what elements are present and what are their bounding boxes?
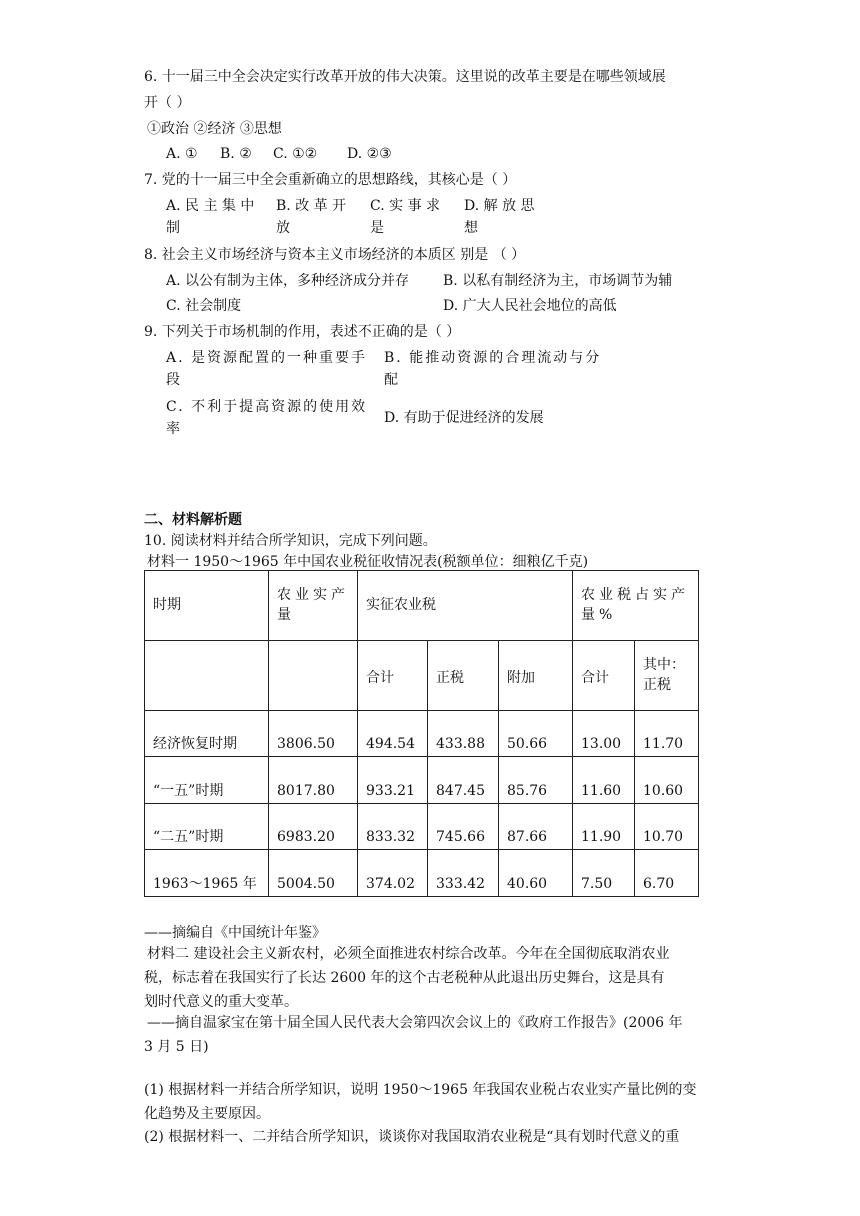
cell-period: “二五”时期 xyxy=(145,804,269,850)
cell-ratio-main: 10.60 xyxy=(635,757,699,804)
q7-option-a-cont: 制 xyxy=(166,220,180,236)
header-tax: 实征农业税 xyxy=(358,571,573,641)
q7-option-c-cont: 是 xyxy=(370,220,384,236)
cell-extra: 85.76 xyxy=(499,757,573,804)
subheader-ratio-sum: 合计 xyxy=(573,641,635,711)
q6-option-a: A. ① xyxy=(166,146,198,162)
q7-option-a: A. 民 主 集 中 xyxy=(166,198,255,214)
q9-option-a: A. 是资源配置的一种重要手 xyxy=(166,350,368,366)
agri-tax-table xyxy=(144,570,699,897)
cell-extra: 50.66 xyxy=(499,711,573,757)
cell-output: 8017.80 xyxy=(269,757,358,804)
q9-option-b: B. 能推动资源的合理流动与分 xyxy=(384,350,602,366)
cell-main: 847.45 xyxy=(428,757,499,804)
section-title: 二、材料解析题 xyxy=(144,512,242,528)
q7-option-d: D. 解 放 思 xyxy=(464,198,535,214)
cell-output: 5004.50 xyxy=(269,850,358,897)
cell-sum: 494.54 xyxy=(358,711,428,757)
cell-main: 333.42 xyxy=(428,850,499,897)
cell-output: 6983.20 xyxy=(269,804,358,850)
cell-period: 1963～1965 年 xyxy=(145,850,269,897)
cell-sum: 933.21 xyxy=(358,757,428,804)
table-row xyxy=(145,711,699,757)
q6-option-b: B. ② xyxy=(220,146,252,162)
q9-option-a-cont: 段 xyxy=(166,372,180,388)
q6-option-d: D. ②③ xyxy=(347,146,392,162)
cell-sum: 833.32 xyxy=(358,804,428,850)
cell-ratio-sum: 13.00 xyxy=(573,711,635,757)
cell-extra: 87.66 xyxy=(499,804,573,850)
header-ratio: 农业税占实产量% xyxy=(573,571,699,641)
q9-option-c: C. 不利于提高资源的使用效 xyxy=(166,399,368,415)
cell-ratio-main: 10.70 xyxy=(635,804,699,850)
cell-ratio-sum: 7.50 xyxy=(573,850,635,897)
q7-option-b-cont: 放 xyxy=(276,220,290,236)
q8-option-d: D. 广大人民社会地位的高低 xyxy=(443,298,617,314)
material2-line1: 材料二 建设社会主义新农村，必须全面推进农村综合改革。今年在全国彻底取消农业 xyxy=(147,946,670,962)
cell-main: 745.66 xyxy=(428,804,499,850)
q6-stem-line1: 6. 十一届三中全会决定实行改革开放的伟大决策。这里说的改革主要是在哪些领域展 xyxy=(144,69,666,85)
q6-stem-line2: 开（ ） xyxy=(144,95,191,111)
q9-option-c-cont: 率 xyxy=(166,421,180,437)
q6-items: ①政治 ②经济 ③思想 xyxy=(147,121,282,137)
header-period: 时期 xyxy=(145,571,269,641)
cell-extra: 40.60 xyxy=(499,850,573,897)
cell-ratio-sum: 11.60 xyxy=(573,757,635,804)
cell-output: 3806.50 xyxy=(269,711,358,757)
subheader-extra: 附加 xyxy=(499,641,573,711)
cell-ratio-main: 11.70 xyxy=(635,711,699,757)
q8-option-a: A. 以公有制为主体，多种经济成分并存 xyxy=(166,273,410,289)
subheader-ratio-main: 其中：正税 xyxy=(635,641,699,711)
q7-option-b: B. 改 革 开 xyxy=(276,198,347,214)
material2-line2: 税，标志着在我国实行了长达 2600 年的这个古老税种从此退出历史舞台，这是具有 xyxy=(144,970,665,986)
cell-ratio-sum: 11.90 xyxy=(573,804,635,850)
subheader-sum: 合计 xyxy=(358,641,428,711)
q8-stem: 8. 社会主义市场经济与资本主义市场经济的本质区 别是 （ ） xyxy=(144,247,526,263)
material1-caption: 材料一 1950～1965 年中国农业税征收情况表(税额单位：细粮亿千克) xyxy=(147,554,589,570)
cell-ratio-main: 6.70 xyxy=(635,850,699,897)
q6-option-c: C. ①② xyxy=(273,146,318,162)
source-2-line1: ——摘自温家宝在第十届全国人民代表大会第四次会议上的《政府工作报告》(2006 年 xyxy=(147,1015,683,1031)
table-row xyxy=(145,850,699,897)
subheader-main: 正税 xyxy=(428,641,499,711)
q9-option-b-cont: 配 xyxy=(384,372,398,388)
cell-sum: 374.02 xyxy=(358,850,428,897)
q8-option-c: C. 社会制度 xyxy=(166,298,242,314)
table-row xyxy=(145,757,699,804)
header-output: 农业实产量 xyxy=(269,571,358,641)
subquestion-1-line2: 化趋势及主要原因。 xyxy=(144,1106,270,1122)
source-1: ——摘编自《中国统计年鉴》 xyxy=(144,925,326,941)
subheader-blank xyxy=(145,641,269,711)
source-2-line2: 3 月 5 日) xyxy=(144,1039,209,1055)
q7-option-c: C. 实 事 求 xyxy=(370,198,441,214)
subheader-blank xyxy=(269,641,358,711)
q9-stem: 9. 下列关于市场机制的作用，表述不正确的是（ ） xyxy=(144,324,461,340)
cell-period: “一五”时期 xyxy=(145,757,269,804)
cell-period: 经济恢复时期 xyxy=(145,711,269,757)
q7-stem: 7. 党的十一届三中全会重新确立的思想路线，其核心是（ ） xyxy=(144,172,517,188)
q10-stem: 10. 阅读材料并结合所学知识，完成下列问题。 xyxy=(144,533,437,549)
material2-line3: 划时代意义的重大变革。 xyxy=(144,994,298,1010)
q8-option-b: B. 以私有制经济为主，市场调节为辅 xyxy=(443,273,673,289)
q9-option-d: D. 有助于促进经济的发展 xyxy=(384,410,544,426)
table-subheader-row xyxy=(145,641,699,711)
cell-main: 433.88 xyxy=(428,711,499,757)
table-row xyxy=(145,804,699,850)
subquestion-2-line1: (2) 根据材料一、二并结合所学知识，谈谈你对我国取消农业税是“具有划时代意义的重 xyxy=(144,1129,680,1145)
subquestion-1-line1: (1) 根据材料一并结合所学知识，说明 1950～1965 年我国农业税占农业实产量比例的变 xyxy=(144,1082,697,1098)
q7-option-d-cont: 想 xyxy=(464,220,478,236)
table-header-row xyxy=(145,571,699,641)
